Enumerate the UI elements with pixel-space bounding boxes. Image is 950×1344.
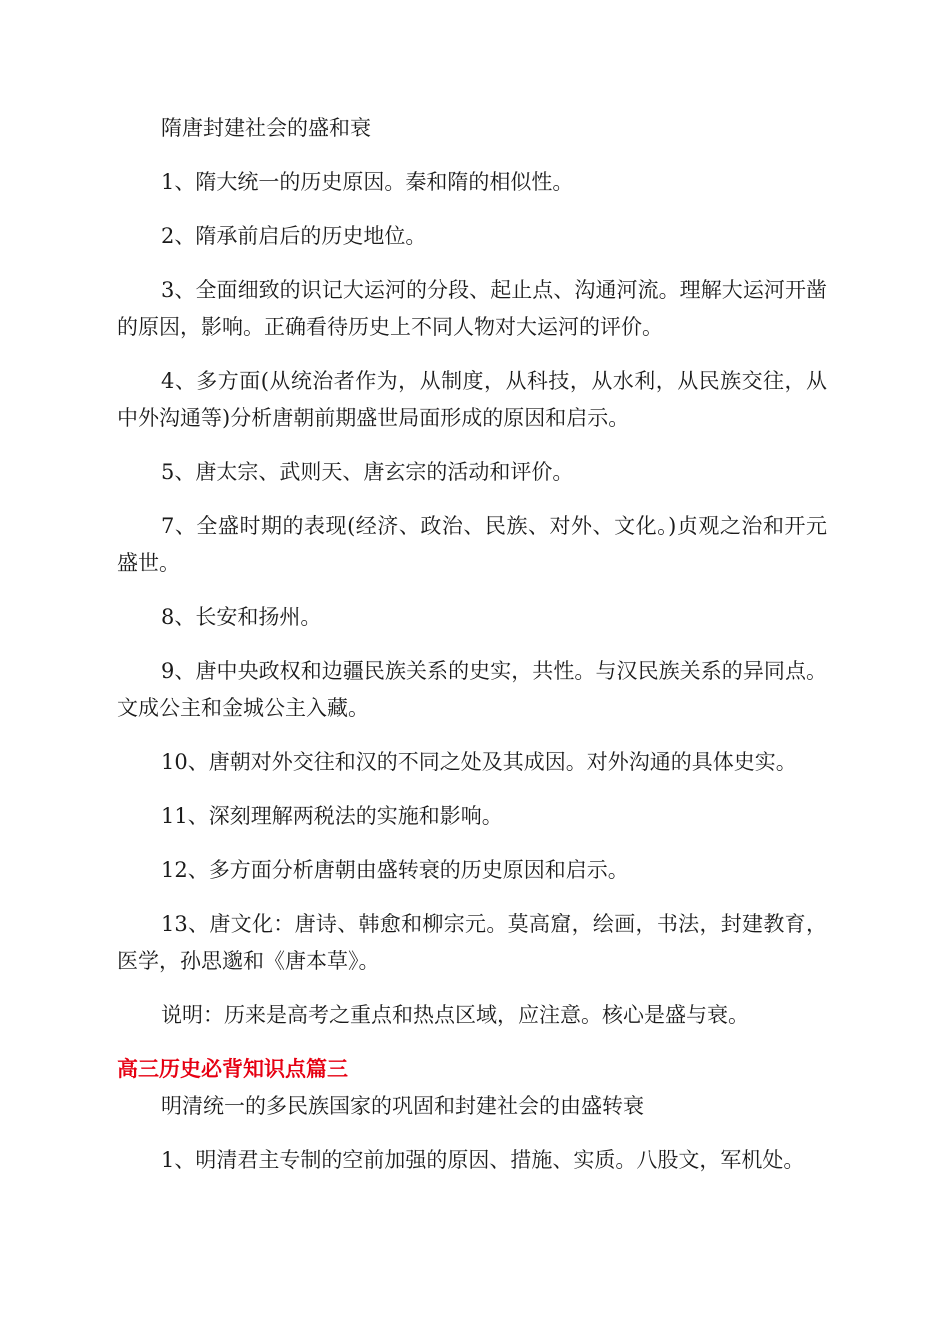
list-item: 10、唐朝对外交往和汉的不同之处及其成因。对外沟通的具体史实。 xyxy=(161,750,797,774)
list-item: 9、唐中央政权和边疆民族关系的史实，共性。与汉民族关系的异同点。文成公主和金城公主入藏。 xyxy=(117,659,827,720)
list-item: 2、隋承前启后的历史地位。 xyxy=(161,224,427,248)
list-item: 7、全盛时期的表现(经济、政治、民族、对外、文化。)贞观之治和开元盛世。 xyxy=(117,514,827,575)
document-body xyxy=(117,110,827,1196)
section-intro: 隋唐封建社会的盛和衰 xyxy=(161,116,371,140)
list-item: 1、明清君主专制的空前加强的原因、措施、实质。八股文，军机处。 xyxy=(161,1148,805,1172)
list-item: 3、全面细致的识记大运河的分段、起止点、沟通河流。理解大运河开凿的原因，影响。正确看待历史上不同人物对大运河的评价。 xyxy=(117,278,827,339)
list-item: 1、隋大统一的历史原因。秦和隋的相似性。 xyxy=(161,170,574,194)
list-item: 5、唐太宗、武则天、唐玄宗的活动和评价。 xyxy=(161,460,574,484)
list-item: 4、多方面(从统治者作为，从制度，从科技，从水利，从民族交往，从中外沟通等)分析唐朝前期盛世局面形成的原因和启示。 xyxy=(117,369,827,430)
list-item: 13、唐文化：唐诗、韩愈和柳宗元。莫高窟，绘画，书法，封建教育，医学，孙思邈和《唐本草》。 xyxy=(117,912,827,973)
section-intro: 明清统一的多民族国家的巩固和封建社会的由盛转衰 xyxy=(161,1094,644,1118)
list-item: 11、深刻理解两税法的实施和影响。 xyxy=(161,804,503,828)
section-heading: 高三历史必背知识点篇三 xyxy=(117,1057,348,1081)
section-note: 说明：历来是高考之重点和热点区域，应注意。核心是盛与衰。 xyxy=(161,1003,749,1027)
list-item: 8、长安和扬州。 xyxy=(161,605,322,629)
list-item: 12、多方面分析唐朝由盛转衰的历史原因和启示。 xyxy=(161,858,629,882)
